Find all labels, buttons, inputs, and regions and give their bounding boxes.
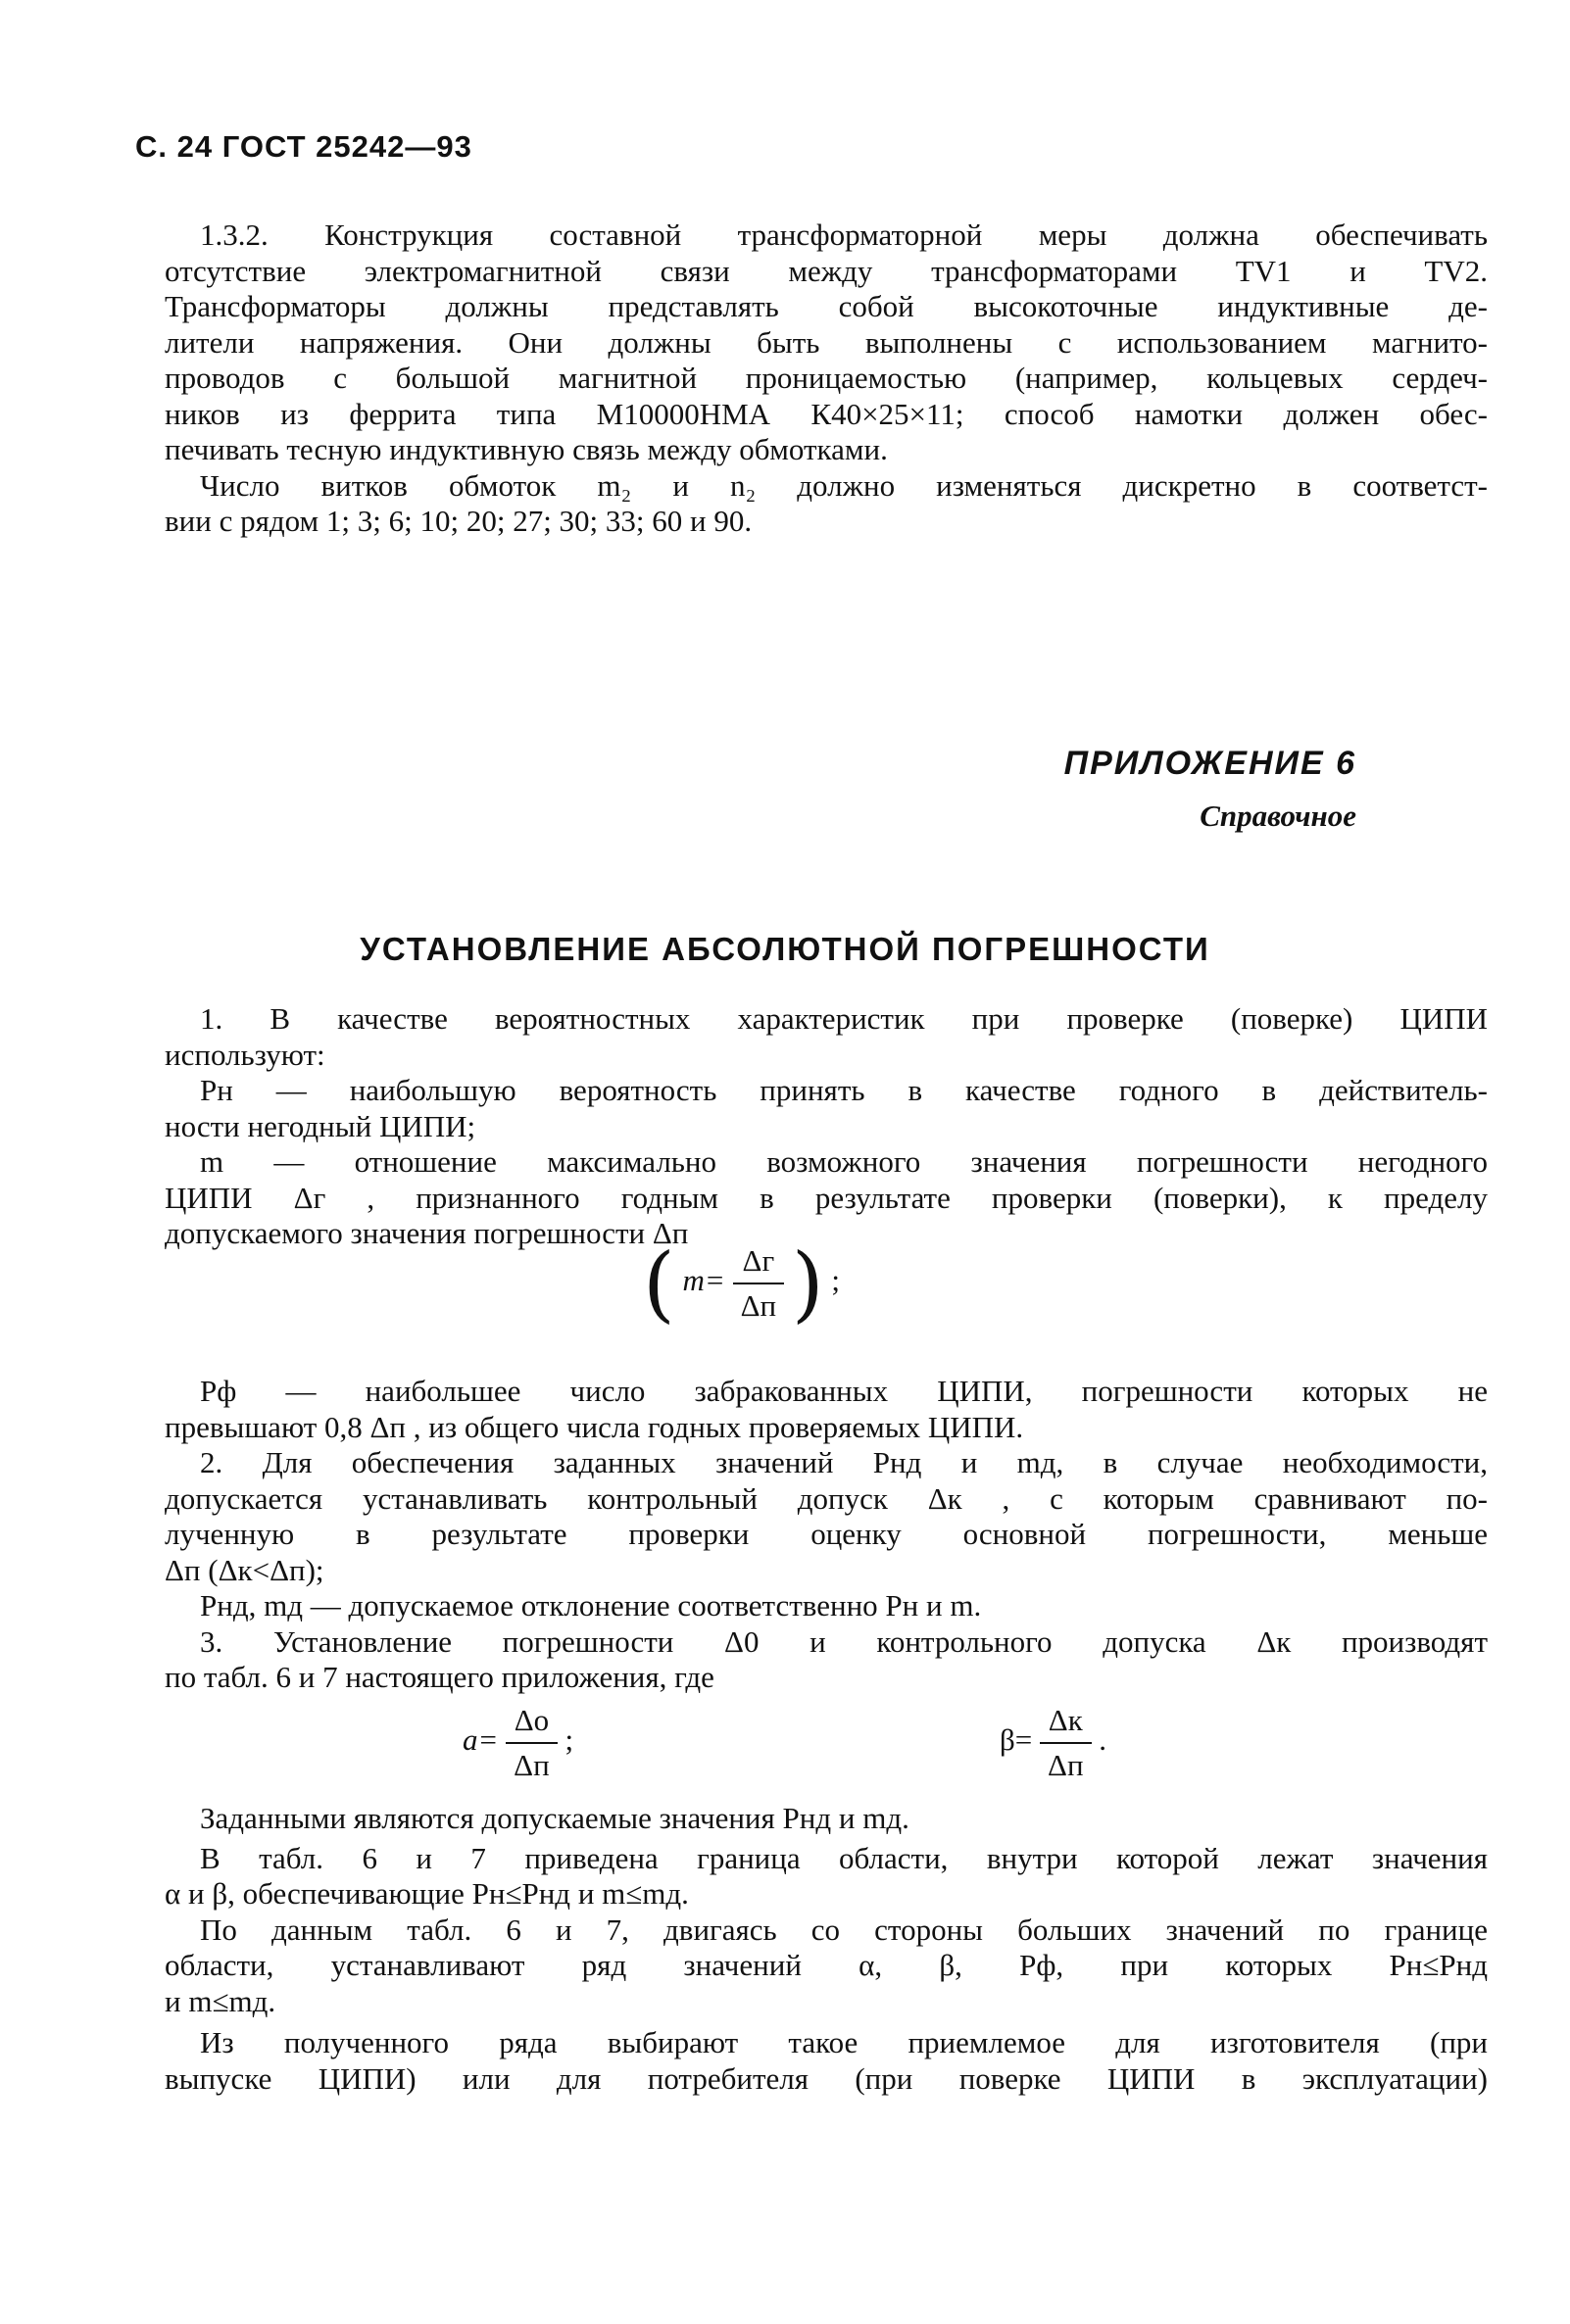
appendix-type: Справочное xyxy=(1200,799,1356,833)
formula-alpha-lhs: a= xyxy=(463,1722,499,1758)
clause-1-3-2 xyxy=(165,218,1488,540)
text-line: проводов с большой магнитной проницаемостью (например, кольцевых сердеч- xyxy=(165,361,1488,395)
text-line: превышают 0,8 Δп , из общего числа годных проверяемых ЦИПИ. xyxy=(165,1409,1024,1444)
clause-1-2-3 xyxy=(165,1374,1488,1696)
text-line: лители напряжения. Они должны быть выполнены с использованием магнито- xyxy=(165,324,1488,360)
formula-beta-denominator: Δп xyxy=(1048,1748,1084,1782)
formula-alpha-denominator: Δп xyxy=(514,1748,550,1782)
text-line: печивать тесную индуктивную связь между обмотками. xyxy=(165,432,888,466)
formula-m-denominator: Δп xyxy=(740,1288,777,1323)
formula-alpha-fraction xyxy=(506,1703,558,1783)
clause-1 xyxy=(165,1001,1488,1252)
text-line: Pф — наибольшее число забракованных ЦИПИ, погрешности которых не xyxy=(200,1374,1488,1408)
formula-m-fraction xyxy=(733,1243,785,1324)
text-line: ности негодный ЦИПИ; xyxy=(165,1108,476,1143)
text-line: 1. В качестве вероятностных характеристик при проверке (поверке) ЦИПИ xyxy=(200,1001,1488,1036)
text-line: m — отношение максимально возможного значения погрешности негодного xyxy=(200,1144,1488,1179)
formula-alpha-numerator: Δо xyxy=(506,1703,558,1744)
text-line: допускается устанавливать контрольный допуск Δк , с которым сравнивают по- xyxy=(165,1480,1488,1516)
formula-beta-numerator: Δк xyxy=(1040,1703,1092,1744)
appendix-label xyxy=(1064,745,1356,834)
formula-m-numerator: Δг xyxy=(733,1243,785,1284)
text-line: и m≤mд. xyxy=(165,1983,276,2018)
text-line: Число витков обмоток m₂ и n₂ должно изменяться дискретно в соответст- xyxy=(200,467,1488,503)
text-line: выпуске ЦИПИ) или для потребителя (при поверке ЦИПИ в эксплуатации) xyxy=(165,2060,1488,2096)
formula-m: ( m= $\frac{\Delta г}{\Delta п}$ ) ; xyxy=(643,1235,841,1331)
formula-beta-tail: . xyxy=(1099,1722,1107,1758)
text-line: Заданными являются допускаемые значения Pнд и mд. xyxy=(200,1801,909,1835)
text-line: 3. Установление погрешности Δ0 и контрольного допуска Δк производят xyxy=(200,1623,1488,1659)
page-header: С. 24 ГОСТ 25242—93 xyxy=(135,129,472,164)
formula-beta-fraction xyxy=(1040,1703,1092,1783)
formula-beta xyxy=(1000,1703,1106,1783)
text-line: по табл. 6 и 7 настоящего приложения, где xyxy=(165,1660,714,1694)
formula-alpha xyxy=(463,1703,573,1783)
text-line: используют: xyxy=(165,1037,325,1072)
formula-beta-lhs: β= xyxy=(1000,1722,1033,1758)
text-line: В табл. 6 и 7 приведена граница области, внутри которой лежат значения xyxy=(200,1840,1488,1875)
text-line: Из полученного ряда выбирают такое приемлемое для изготовителя (при xyxy=(200,2025,1488,2059)
text-line: 2. Для обеспечения заданных значений Pнд и mд, в случае необходимости, xyxy=(200,1445,1488,1479)
formula-alpha-tail: ; xyxy=(564,1722,574,1758)
text-line: 1.3.2. Конструкция составной трансформаторной меры должна обеспечивать xyxy=(200,218,1488,252)
text-line: области, устанавливают ряд значений α, β, Pф, при которых Pн≤Pнд xyxy=(165,1948,1488,1982)
text-line: лученную в результате проверки оценку основной погрешности, меньше xyxy=(165,1517,1488,1551)
text-line: Pн — наибольшую вероятность принять в качестве годного в действитель- xyxy=(200,1073,1488,1107)
text-line: ЦИПИ Δг , признанного годным в результате проверки (поверки), к пределу xyxy=(165,1180,1488,1215)
text-line: ников из феррита типа М10000НМА К40×25×11; способ намотки должен обес- xyxy=(165,396,1488,431)
formula-m-lhs: m= xyxy=(682,1263,725,1298)
text-line: Δп (Δк<Δп); xyxy=(165,1552,324,1587)
text-line: Pнд, mд — допускаемое отклонение соответственно Pн и m. xyxy=(200,1588,982,1622)
formula-m-tail: ; xyxy=(831,1263,841,1298)
text-line: отсутствие электромагнитной связи между трансформаторами TV1 и TV2. xyxy=(165,253,1488,288)
text-line: α и β, обеспечивающие Pн≤Pнд и m≤mд. xyxy=(165,1876,689,1911)
text-line: допускаемого значения погрешности Δп xyxy=(165,1216,689,1250)
clause-3-continued xyxy=(165,1801,1488,2097)
text-line: По данным табл. 6 и 7, двигаясь со стороны больших значений по границе xyxy=(200,1912,1488,1947)
appendix-number: ПРИЛОЖЕНИЕ 6 xyxy=(1063,745,1356,782)
section-title: УСТАНОВЛЕНИЕ АБСОЛЮТНОЙ ПОГРЕШНОСТИ xyxy=(360,931,1210,967)
text-line: вии с рядом 1; 3; 6; 10; 20; 27; 30; 33; 60 и 90. xyxy=(165,504,753,538)
text-line: Трансформаторы должны представлять собой высокоточные индуктивные де- xyxy=(165,289,1488,323)
